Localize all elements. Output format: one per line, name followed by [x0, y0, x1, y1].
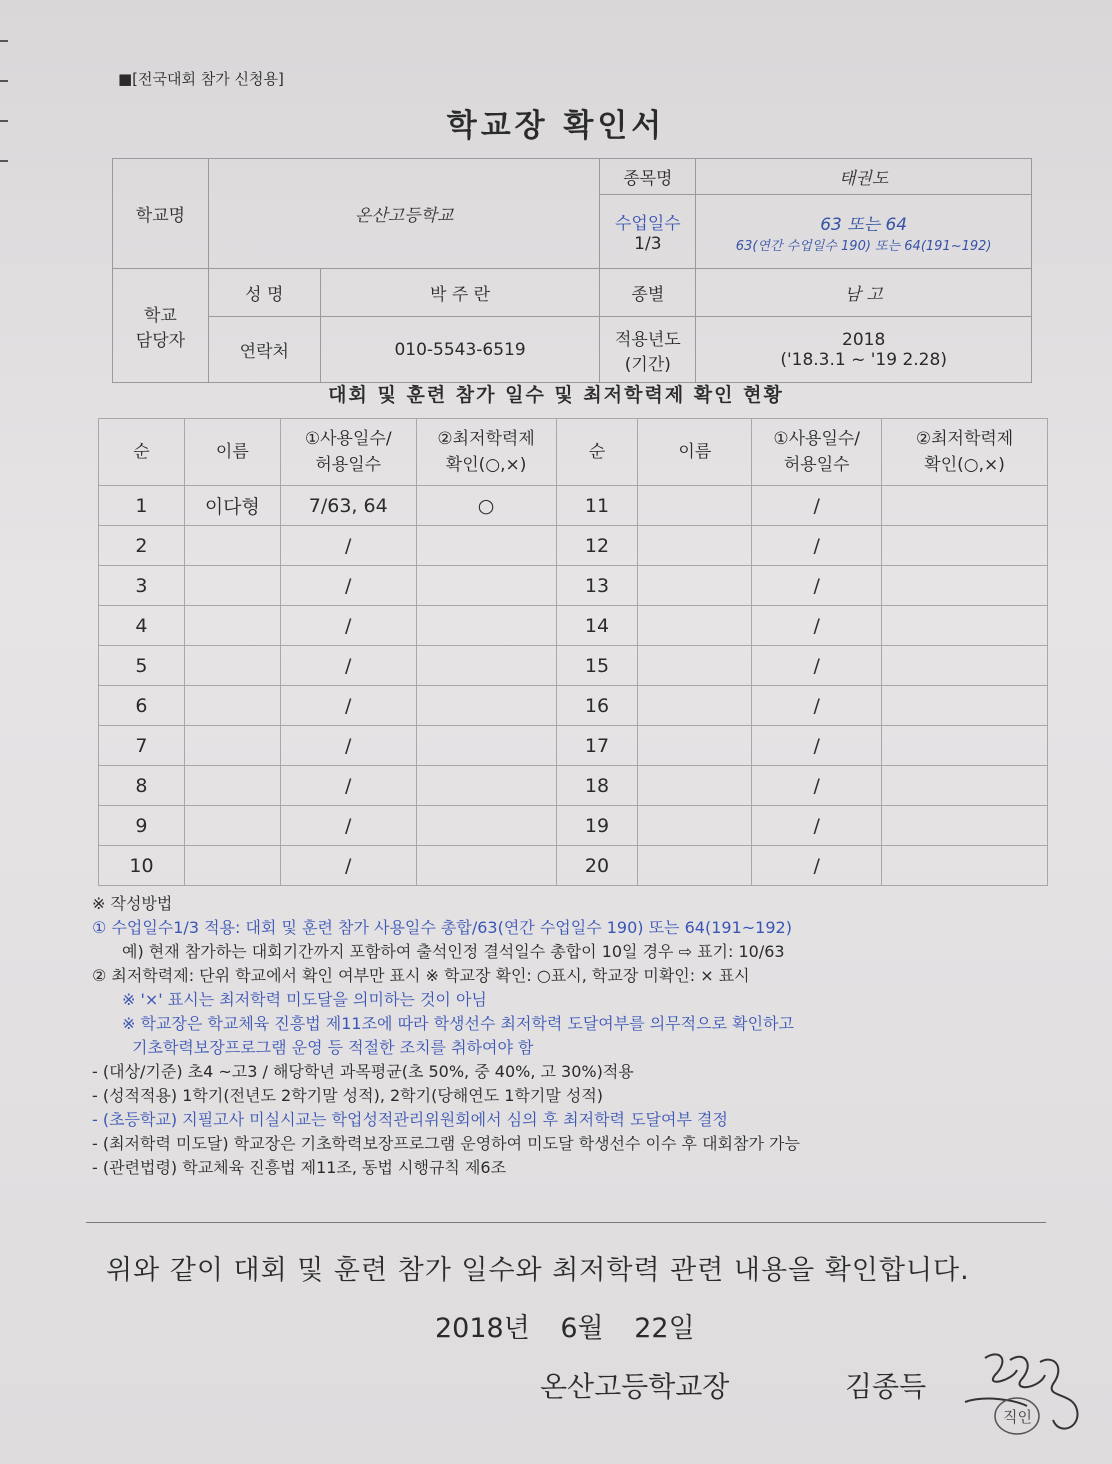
- note-3: ※ '×' 표시는 최저학력 미도달을 의미하는 것이 아님: [122, 990, 487, 1009]
- cell-l-no: 2: [99, 526, 185, 566]
- note-1-example: 예) 현재 참가하는 대회기간까지 포함하여 출석인정 결석일수 총합이 10일 경우 ⇨ 표기: 10/63: [122, 942, 785, 961]
- cell-r-days: /: [752, 726, 882, 766]
- cell-r-check: [882, 566, 1048, 606]
- cell-l-days: /: [280, 526, 416, 566]
- cell-r-check: [882, 806, 1048, 846]
- cell-l-days: /: [280, 646, 416, 686]
- cell-l-check: [416, 726, 556, 766]
- cell-r-check: [882, 486, 1048, 526]
- cell-r-days: /: [752, 646, 882, 686]
- cell-l-check: [416, 566, 556, 606]
- cell-l-name: [184, 806, 280, 846]
- cell-r-check: [882, 686, 1048, 726]
- col-check-line1: ②최저학력제: [437, 429, 535, 449]
- contact-label: 연락처: [208, 317, 320, 383]
- participation-table: [98, 418, 1048, 886]
- cell-l-name: [184, 526, 280, 566]
- col-check: [882, 419, 1048, 486]
- manager-label-line1: 학교: [144, 305, 177, 326]
- table-row: [99, 726, 1048, 766]
- col-check: [416, 419, 556, 486]
- cell-l-name: [184, 606, 280, 646]
- year-value-line2: ('18.3.1 ~ '19 2.28): [780, 349, 947, 370]
- bullet-target: - (대상/기준) 초4 ~고3 / 해당학년 과목평균(초 50%, 중 40%, 고 30%)적용: [92, 1062, 634, 1081]
- sport-label: 종목명: [600, 159, 696, 195]
- cell-l-name: 이다형: [184, 486, 280, 526]
- divider: [86, 1222, 1046, 1223]
- note-4: ※ 학교장은 학교체육 진흥법 제11조에 따라 학생선수 최저학력 도달여부를 의무적으로 확인하고: [122, 1014, 794, 1033]
- table-row: [99, 566, 1048, 606]
- cell-l-no: 1: [99, 486, 185, 526]
- issue-date: 2018년 6월 22일: [435, 1313, 695, 1344]
- cell-r-name: [638, 606, 752, 646]
- cell-r-days: /: [752, 486, 882, 526]
- cell-r-no: 14: [556, 606, 638, 646]
- bullet-not-reached: - (최저학력 미도달) 학교장은 기초학력보장프로그램 운영하여 미도달 학생선수 이수 후 대회참가 가능: [92, 1134, 800, 1153]
- year-value-line1: 2018: [842, 329, 886, 350]
- table-row: [99, 486, 1048, 526]
- days-value-line1: 63 또는 64: [820, 214, 908, 235]
- contact-value: 010-5543-6519: [320, 317, 600, 383]
- cell-l-check: [416, 766, 556, 806]
- name-label: 성 명: [208, 269, 320, 317]
- cell-l-check: [416, 686, 556, 726]
- cell-r-name: [638, 486, 752, 526]
- year-value: [696, 317, 1032, 383]
- bullet-elementary: - (초등학교) 지필고사 미실시교는 학업성적관리위원회에서 심의 후 최저학력 도달여부 결정: [92, 1110, 728, 1129]
- col-check-line2: 확인(○,×): [924, 455, 1005, 475]
- category-label: 종별: [600, 269, 696, 317]
- cell-r-days: /: [752, 566, 882, 606]
- cell-l-days: /: [280, 566, 416, 606]
- cell-l-check: [416, 646, 556, 686]
- cell-l-days: /: [280, 686, 416, 726]
- days-value: [696, 195, 1032, 269]
- cell-r-days: /: [752, 806, 882, 846]
- cell-l-name: [184, 566, 280, 606]
- school-value: 온산고등학교: [208, 159, 600, 269]
- cell-l-name: [184, 646, 280, 686]
- manager-label-line2: 담당자: [135, 330, 186, 351]
- cell-r-name: [638, 846, 752, 886]
- cell-l-no: 10: [99, 846, 185, 886]
- days-label: [600, 195, 696, 269]
- cell-r-check: [882, 726, 1048, 766]
- cell-r-days: /: [752, 526, 882, 566]
- col-check-line1: ②최저학력제: [915, 429, 1014, 449]
- cell-r-name: [638, 726, 752, 766]
- table-row: [99, 646, 1048, 686]
- cell-l-check: ○: [416, 486, 556, 526]
- table-row: [99, 846, 1048, 886]
- instructions: [92, 892, 1082, 1180]
- cell-l-no: 9: [99, 806, 185, 846]
- table-row: [99, 686, 1048, 726]
- cell-l-days: /: [280, 846, 416, 886]
- svg-text:직인: 직인: [1003, 1408, 1032, 1426]
- school-label: 학교명: [113, 159, 209, 269]
- year-label: [600, 317, 696, 383]
- col-days-line2: 허용일수: [783, 455, 850, 475]
- col-days-line1: ①사용일수/: [304, 429, 392, 449]
- cell-l-no: 3: [99, 566, 185, 606]
- cell-l-no: 8: [99, 766, 185, 806]
- cell-r-no: 12: [556, 526, 638, 566]
- col-no: 순: [99, 419, 185, 486]
- cell-l-name: [184, 726, 280, 766]
- col-name: 이름: [184, 419, 280, 486]
- cell-r-no: 18: [556, 766, 638, 806]
- sport-value: 태권도: [696, 159, 1032, 195]
- cell-l-no: 4: [99, 606, 185, 646]
- cell-l-days: /: [280, 766, 416, 806]
- cell-r-no: 11: [556, 486, 638, 526]
- manager-label: [113, 269, 209, 383]
- year-label-line1: 적용년도: [615, 329, 681, 350]
- confirmation-statement: 위와 같이 대회 및 훈련 참가 일수와 최저학력 관련 내용을 확인합니다.: [106, 1255, 970, 1286]
- col-days-line1: ①사용일수/: [773, 429, 861, 449]
- signer-title: 온산고등학교장: [540, 1370, 730, 1403]
- form-label: ■[전국대회 참가 신청용]: [118, 70, 284, 88]
- document-title: 학교장 확인서: [446, 108, 666, 144]
- table-row: [99, 526, 1048, 566]
- cell-l-no: 7: [99, 726, 185, 766]
- signature-seal: [955, 1340, 1105, 1450]
- cell-l-days: /: [280, 606, 416, 646]
- cell-r-days: /: [752, 846, 882, 886]
- cell-r-days: /: [752, 686, 882, 726]
- table-body: [99, 486, 1048, 886]
- cell-l-check: [416, 526, 556, 566]
- col-days: [280, 419, 416, 486]
- days-label-line1: 수업일수: [615, 214, 681, 234]
- cell-l-no: 6: [99, 686, 185, 726]
- cell-r-check: [882, 846, 1048, 886]
- cell-r-no: 19: [556, 806, 638, 846]
- table-row: [99, 806, 1048, 846]
- cell-l-check: [416, 846, 556, 886]
- cell-r-name: [638, 766, 752, 806]
- col-no: 순: [556, 419, 638, 486]
- col-days-line2: 허용일수: [315, 455, 382, 475]
- cell-r-days: /: [752, 606, 882, 646]
- category-value: 남 고: [696, 269, 1032, 317]
- col-check-line2: 확인(○,×): [445, 455, 527, 475]
- year-label-line2: (기간): [624, 354, 671, 375]
- cell-r-no: 13: [556, 566, 638, 606]
- cell-r-no: 16: [556, 686, 638, 726]
- cell-l-name: [184, 846, 280, 886]
- cell-r-days: /: [752, 766, 882, 806]
- cell-l-days: 7/63, 64: [280, 486, 416, 526]
- cell-r-no: 17: [556, 726, 638, 766]
- note-4-cont: 기초학력보장프로그램 운영 등 적절한 조치를 취하여야 함: [132, 1038, 534, 1057]
- col-days: [752, 419, 882, 486]
- section-title: 대회 및 훈련 참가 일수 및 최저학력제 확인 현황: [328, 384, 784, 406]
- cell-r-check: [882, 646, 1048, 686]
- note-2: ② 최저학력제: 단위 학교에서 확인 여부만 표시 ※ 학교장 확인: ○표시, 학교장 미확인: × 표시: [92, 966, 750, 985]
- cell-l-check: [416, 606, 556, 646]
- notes-heading: ※ 작성방법: [92, 894, 173, 913]
- note-1: ① 수업일수1/3 적용: 대회 및 훈련 참가 사용일수 총합/63(연간 수업일수 190) 또는 64(191~192): [92, 918, 792, 937]
- days-label-line2: 1/3: [634, 234, 662, 254]
- cell-r-check: [882, 766, 1048, 806]
- cell-r-name: [638, 686, 752, 726]
- bullet-law: - (관련법령) 학교체육 진흥법 제11조, 동법 시행규칙 제6조: [92, 1158, 507, 1177]
- cell-r-name: [638, 566, 752, 606]
- cell-l-days: /: [280, 726, 416, 766]
- table-row: [99, 606, 1048, 646]
- cell-r-check: [882, 606, 1048, 646]
- cell-r-name: [638, 526, 752, 566]
- name-value: 박 주 란: [320, 269, 600, 317]
- table-row: [99, 766, 1048, 806]
- cell-r-name: [638, 806, 752, 846]
- header-table: [112, 158, 1032, 383]
- cell-r-no: 20: [556, 846, 638, 886]
- cell-l-no: 5: [99, 646, 185, 686]
- col-name: 이름: [638, 419, 752, 486]
- bullet-grade: - (성적적용) 1학기(전년도 2학기말 성적), 2학기(당해연도 1학기말 성적): [92, 1086, 604, 1105]
- cell-r-check: [882, 526, 1048, 566]
- cell-l-name: [184, 686, 280, 726]
- days-value-line2: 63(연간 수업일수 190) 또는 64(191~192): [735, 238, 992, 254]
- cell-r-no: 15: [556, 646, 638, 686]
- cell-r-name: [638, 646, 752, 686]
- cell-l-name: [184, 766, 280, 806]
- cell-l-check: [416, 806, 556, 846]
- cell-l-days: /: [280, 806, 416, 846]
- principal-name: 김종득: [845, 1370, 927, 1403]
